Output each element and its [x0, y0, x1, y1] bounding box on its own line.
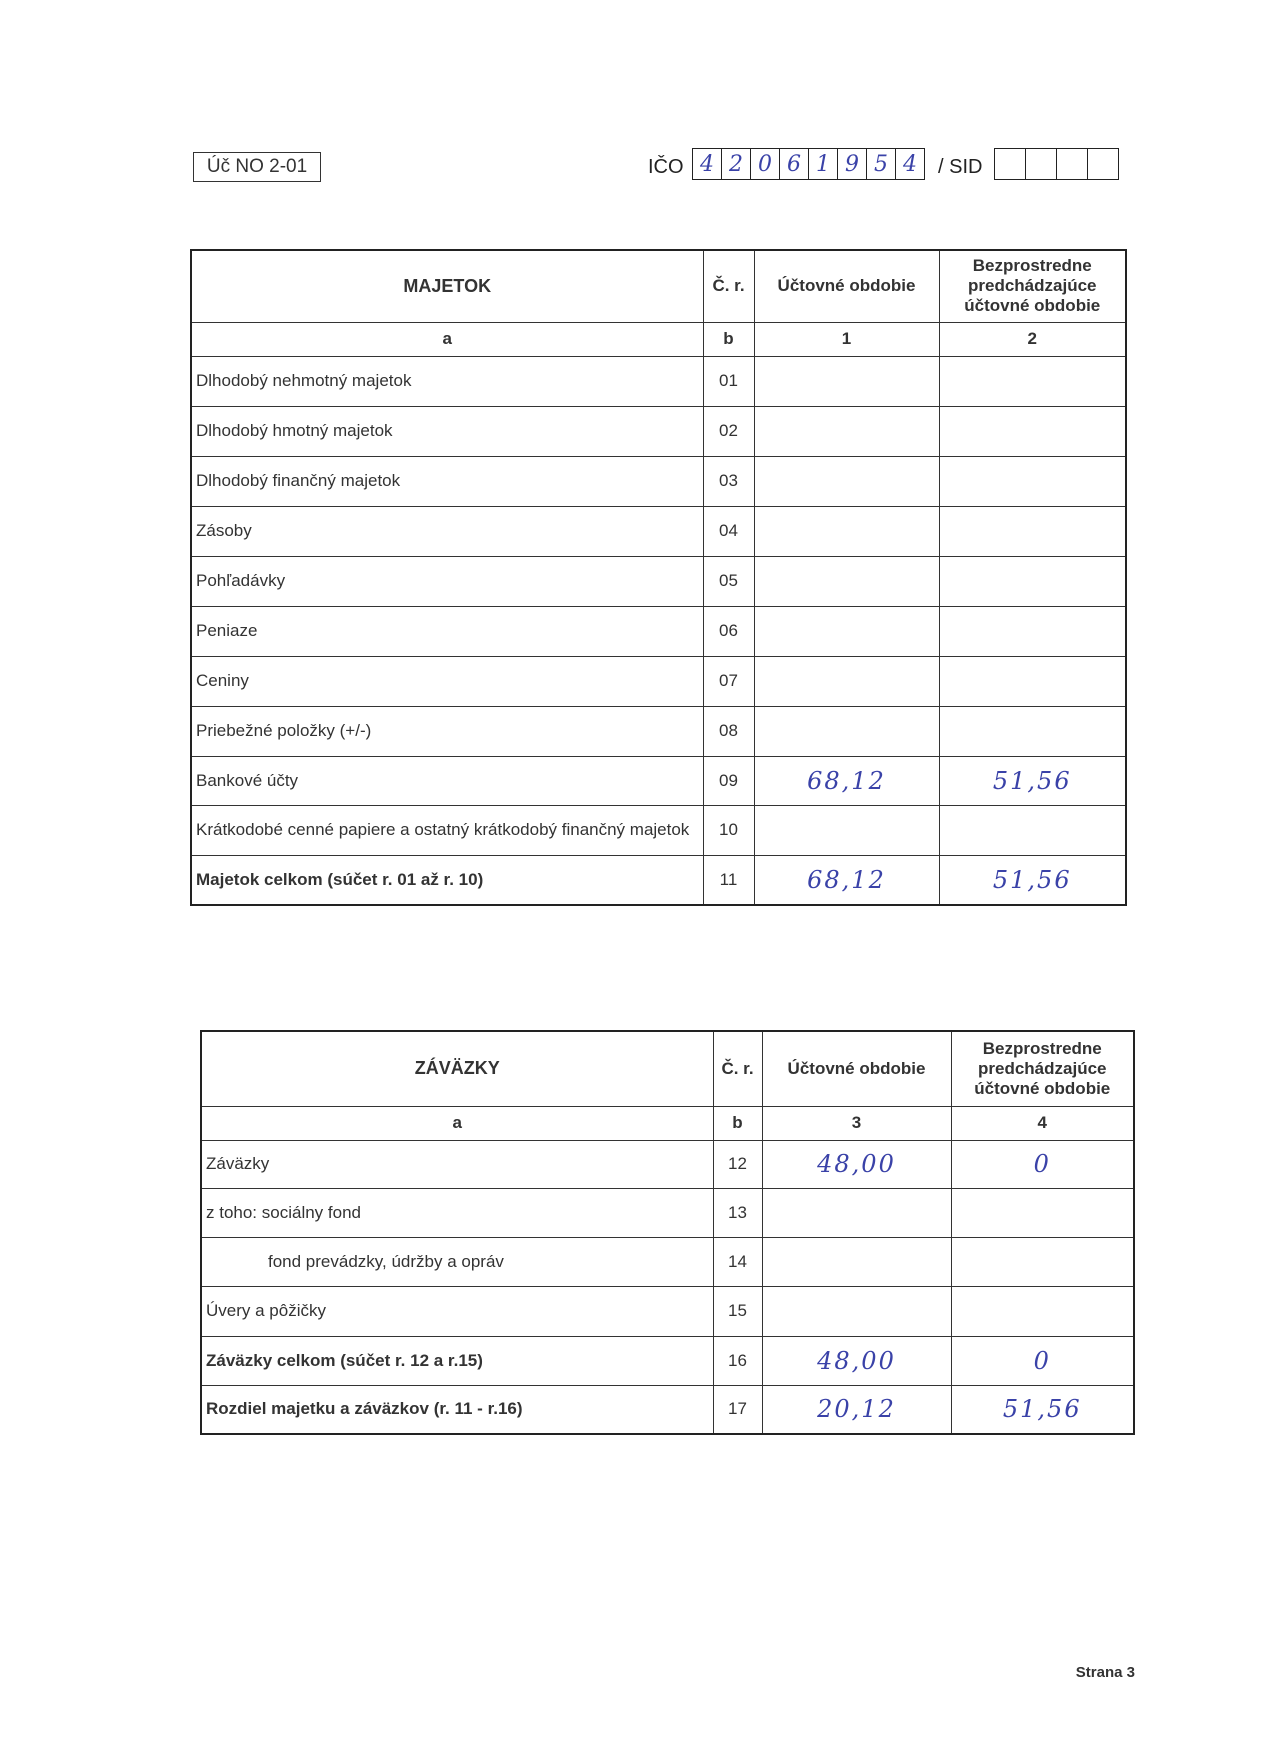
row-label: Rozdiel majetku a záväzkov (r. 11 - r.16) — [201, 1385, 713, 1434]
current-value[interactable]: 68,12 — [754, 756, 939, 805]
ico-digit[interactable]: 2 — [722, 148, 751, 180]
row-label: Dlhodobý hmotný majetok — [191, 406, 703, 456]
previous-value[interactable] — [939, 606, 1126, 656]
table-row — [191, 805, 1126, 855]
previous-value[interactable]: 0 — [951, 1140, 1134, 1188]
ico-digit[interactable]: 0 — [751, 148, 780, 180]
table-row — [191, 356, 1126, 406]
previous-value[interactable] — [939, 805, 1126, 855]
current-value[interactable] — [754, 805, 939, 855]
sid-digit[interactable] — [1057, 148, 1088, 180]
table-row — [191, 506, 1126, 556]
row-number: 04 — [703, 506, 754, 556]
row-number: 02 — [703, 406, 754, 456]
current-value[interactable] — [754, 556, 939, 606]
previous-value[interactable] — [951, 1188, 1134, 1237]
liabilities-title: ZÁVÄZKY — [201, 1031, 713, 1106]
col-row-no: Č. r. — [703, 250, 754, 322]
ico-digit[interactable]: 6 — [780, 148, 809, 180]
row-number: 07 — [703, 656, 754, 706]
current-value[interactable] — [762, 1188, 951, 1237]
previous-value[interactable]: 51,56 — [939, 855, 1126, 905]
previous-value[interactable] — [939, 556, 1126, 606]
col-row-no: Č. r. — [713, 1031, 762, 1106]
assets-title: MAJETOK — [191, 250, 703, 322]
row-number: 03 — [703, 456, 754, 506]
row-number: 08 — [703, 706, 754, 756]
col-current: Účtovné obdobie — [754, 250, 939, 322]
sid-label: / SID — [938, 156, 983, 178]
col-index: a — [191, 322, 703, 356]
current-value[interactable]: 48,00 — [762, 1140, 951, 1188]
table-row — [191, 706, 1126, 756]
col-index: a — [201, 1106, 713, 1140]
table-row-total — [191, 855, 1126, 905]
row-number: 05 — [703, 556, 754, 606]
col-previous: Bezprostredne predchádzajúce účtovné obdobie — [951, 1031, 1134, 1106]
sid-digit-boxes — [994, 148, 1119, 180]
ico-digit-boxes — [692, 148, 925, 180]
table-row — [191, 556, 1126, 606]
row-number: 16 — [713, 1336, 762, 1385]
table-row — [191, 756, 1126, 805]
table-row — [201, 1237, 1134, 1286]
table-row — [191, 656, 1126, 706]
col-index: 3 — [762, 1106, 951, 1140]
current-value[interactable]: 20,12 — [762, 1385, 951, 1434]
col-previous: Bezprostredne predchádzajúce účtovné obdobie — [939, 250, 1126, 322]
row-label: Úvery a pôžičky — [201, 1286, 713, 1336]
row-number: 01 — [703, 356, 754, 406]
col-index: b — [713, 1106, 762, 1140]
current-value[interactable] — [754, 656, 939, 706]
row-label: Ceniny — [191, 656, 703, 706]
col-index: 4 — [951, 1106, 1134, 1140]
liabilities-table — [200, 1030, 1135, 1435]
current-value[interactable]: 48,00 — [762, 1336, 951, 1385]
row-label: z toho: sociálny fond — [201, 1188, 713, 1237]
previous-value[interactable] — [939, 456, 1126, 506]
row-number: 10 — [703, 805, 754, 855]
previous-value[interactable] — [939, 706, 1126, 756]
table-row — [201, 1140, 1134, 1188]
ico-digit[interactable]: 4 — [896, 148, 925, 180]
row-number: 13 — [713, 1188, 762, 1237]
table-row — [191, 406, 1126, 456]
row-label: Zásoby — [191, 506, 703, 556]
form-code: Úč NO 2-01 — [193, 152, 321, 182]
col-index: b — [703, 322, 754, 356]
row-label: Záväzky — [201, 1140, 713, 1188]
previous-value[interactable] — [939, 356, 1126, 406]
table-row — [191, 456, 1126, 506]
row-label: Krátkodobé cenné papiere a ostatný krátkodobý finančný majetok — [191, 805, 703, 855]
previous-value[interactable] — [951, 1237, 1134, 1286]
row-label: Dlhodobý finančný majetok — [191, 456, 703, 506]
col-current: Účtovné obdobie — [762, 1031, 951, 1106]
row-label: Majetok celkom (súčet r. 01 až r. 10) — [191, 855, 703, 905]
col-index: 2 — [939, 322, 1126, 356]
previous-value[interactable]: 51,56 — [939, 756, 1126, 805]
row-label: Dlhodobý nehmotný majetok — [191, 356, 703, 406]
ico-digit[interactable]: 5 — [867, 148, 896, 180]
row-number: 09 — [703, 756, 754, 805]
row-label: Záväzky celkom (súčet r. 12 a r.15) — [201, 1336, 713, 1385]
sid-digit[interactable] — [1026, 148, 1057, 180]
table-row-total — [201, 1385, 1134, 1434]
table-row — [201, 1188, 1134, 1237]
table-row-total — [201, 1336, 1134, 1385]
assets-header-row — [191, 250, 1126, 322]
current-value[interactable] — [762, 1286, 951, 1336]
previous-value[interactable] — [939, 406, 1126, 456]
liabilities-header-row — [201, 1031, 1134, 1106]
ico-digit[interactable]: 4 — [693, 148, 722, 180]
ico-digit[interactable]: 9 — [838, 148, 867, 180]
row-number: 12 — [713, 1140, 762, 1188]
current-value[interactable] — [762, 1237, 951, 1286]
previous-value[interactable]: 0 — [951, 1336, 1134, 1385]
row-label: Pohľadávky — [191, 556, 703, 606]
sid-digit[interactable] — [995, 148, 1026, 180]
row-number: 06 — [703, 606, 754, 656]
current-value[interactable] — [754, 356, 939, 406]
ico-label: IČO — [648, 156, 684, 178]
current-value[interactable] — [754, 706, 939, 756]
row-label: Peniaze — [191, 606, 703, 656]
current-value[interactable] — [754, 456, 939, 506]
previous-value[interactable] — [939, 656, 1126, 706]
previous-value[interactable] — [939, 506, 1126, 556]
previous-value[interactable] — [951, 1286, 1134, 1336]
sid-digit[interactable] — [1088, 148, 1119, 180]
col-index: 1 — [754, 322, 939, 356]
current-value[interactable] — [754, 406, 939, 456]
current-value[interactable] — [754, 606, 939, 656]
liabilities-column-index-row — [201, 1106, 1134, 1140]
row-number: 11 — [703, 855, 754, 905]
current-value[interactable] — [754, 506, 939, 556]
row-label: fond prevádzky, údržby a opráv — [201, 1237, 713, 1286]
row-number: 17 — [713, 1385, 762, 1434]
table-row — [191, 606, 1126, 656]
assets-table — [190, 249, 1127, 906]
page-number: Strana 3 — [1075, 1664, 1135, 1681]
table-row — [201, 1286, 1134, 1336]
row-label: Priebežné položky (+/-) — [191, 706, 703, 756]
previous-value[interactable]: 51,56 — [951, 1385, 1134, 1434]
row-number: 14 — [713, 1237, 762, 1286]
row-label: Bankové účty — [191, 756, 703, 805]
current-value[interactable]: 68,12 — [754, 855, 939, 905]
ico-digit[interactable]: 1 — [809, 148, 838, 180]
assets-column-index-row — [191, 322, 1126, 356]
row-number: 15 — [713, 1286, 762, 1336]
